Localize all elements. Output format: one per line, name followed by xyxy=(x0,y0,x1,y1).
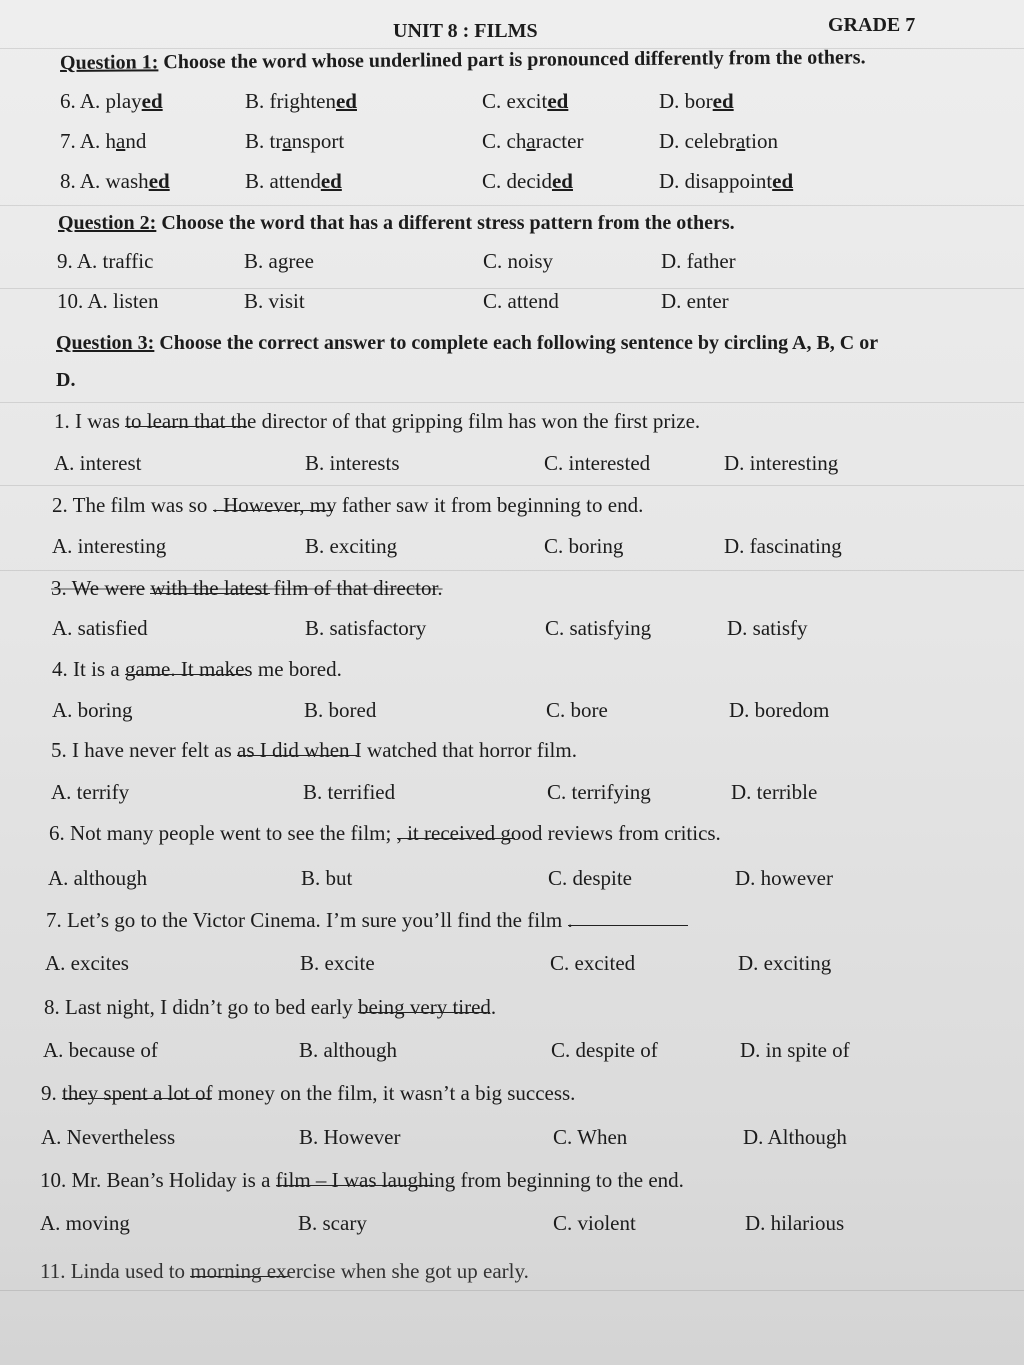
option-c[interactable]: C. violent xyxy=(553,1211,636,1235)
option-a[interactable]: 9. A. traffic xyxy=(57,249,154,273)
q3-item-3-stem: 3. We were with the latest film of that director. xyxy=(51,576,443,600)
q3-item-4-stem: 4. It is a game. It makes me bored. xyxy=(52,657,342,681)
option-d[interactable]: D. Although xyxy=(743,1125,847,1149)
ruled-line xyxy=(0,205,1024,206)
option-b[interactable]: B. excite xyxy=(300,951,375,975)
option-c[interactable]: C. despite of xyxy=(551,1038,658,1062)
option-b[interactable]: B. but xyxy=(301,866,353,890)
q3-item-10-stem: 10. Mr. Bean’s Holiday is a film – I was laughing from beginning to the end. xyxy=(40,1168,684,1192)
option-b[interactable]: B. visit xyxy=(244,289,305,313)
option-d[interactable]: D. father xyxy=(661,249,736,273)
ruled-line xyxy=(0,485,1024,486)
answer-blank[interactable] xyxy=(190,1258,288,1277)
answer-blank[interactable] xyxy=(62,1080,212,1099)
ruled-line xyxy=(0,570,1024,571)
answer-blank[interactable] xyxy=(397,820,515,839)
option-b[interactable]: B. However xyxy=(299,1125,401,1149)
option-c[interactable]: C. excited xyxy=(482,89,569,113)
option-d[interactable]: D. exciting xyxy=(738,951,832,975)
option-a[interactable]: A. moving xyxy=(40,1211,130,1235)
option-a[interactable]: 10. A. listen xyxy=(57,289,159,313)
option-b[interactable]: B. satisfactory xyxy=(305,616,427,640)
option-a[interactable]: A. boring xyxy=(52,698,133,722)
question-2-heading xyxy=(58,210,735,236)
option-c[interactable]: C. noisy xyxy=(483,249,554,273)
option-b[interactable]: B. interests xyxy=(305,451,400,475)
option-a[interactable]: 8. A. washed xyxy=(60,169,170,193)
option-a[interactable]: 7. A. hand xyxy=(60,129,147,153)
option-c[interactable]: C. despite xyxy=(548,866,632,890)
option-c[interactable]: C. decided xyxy=(482,169,573,193)
question-1-instruction: Choose the word whose underlined part is pronounced differently from the others. xyxy=(163,46,866,74)
q3-item-6-stem: 6. Not many people went to see the film; , it received good reviews from critics. xyxy=(49,821,721,845)
question-3-instruction-cont: D. xyxy=(56,369,76,391)
option-b[interactable]: B. terrified xyxy=(303,780,396,804)
answer-blank[interactable] xyxy=(358,994,490,1013)
grade-label: GRADE 7 xyxy=(828,14,916,36)
q3-item-8-stem: 8. Last night, I didn’t go to bed early being very tired. xyxy=(44,995,497,1019)
q3-item-5-stem: 5. I have never felt as as I did when I watched that horror film. xyxy=(51,738,577,762)
option-a[interactable]: A. Nevertheless xyxy=(41,1125,176,1149)
option-a[interactable]: A. terrify xyxy=(51,780,130,804)
answer-blank[interactable] xyxy=(237,737,357,756)
ruled-line xyxy=(0,1290,1024,1291)
answer-blank[interactable] xyxy=(213,492,333,511)
option-b[interactable]: B. exciting xyxy=(305,534,398,558)
option-d[interactable]: D. enter xyxy=(661,289,729,313)
option-c[interactable]: C. excited xyxy=(550,951,636,975)
answer-blank[interactable] xyxy=(276,1167,434,1186)
answer-blank[interactable] xyxy=(125,656,247,675)
option-a[interactable]: A. because of xyxy=(43,1038,158,1062)
answer-blank[interactable] xyxy=(150,575,270,594)
unit-title: UNIT 8 : FILMS xyxy=(393,20,538,42)
answer-blank[interactable] xyxy=(568,907,688,926)
question-1-heading xyxy=(60,44,866,76)
option-c[interactable]: C. character xyxy=(482,129,584,153)
option-d[interactable]: D. satisfy xyxy=(727,616,808,640)
q3-item-9-stem: 9. they spent a lot of money on the film, it wasn’t a big success. xyxy=(41,1081,576,1105)
option-d[interactable]: D. bored xyxy=(659,89,734,113)
question-3-heading xyxy=(56,330,1024,356)
option-c[interactable]: C. satisfying xyxy=(545,616,652,640)
option-c[interactable]: C. terrifying xyxy=(547,780,651,804)
option-c[interactable]: C. interested xyxy=(544,451,651,475)
question-2-instruction: Choose the word that has a different stress pattern from the others. xyxy=(161,212,735,234)
option-b[interactable]: B. attended xyxy=(245,169,342,193)
q3-item-2-stem: 2. The film was so . However, my father saw it from beginning to end. xyxy=(52,493,644,517)
q3-item-7-stem: 7. Let’s go to the Victor Cinema. I’m sure you’ll find the film . xyxy=(46,907,573,933)
option-b[interactable]: B. agree xyxy=(244,249,314,273)
option-a[interactable]: A. interesting xyxy=(52,534,167,558)
ruled-line xyxy=(0,402,1024,403)
question-2-label: Question 2: xyxy=(58,212,157,234)
option-b[interactable]: B. although xyxy=(299,1038,397,1062)
option-c[interactable]: C. bore xyxy=(546,698,608,722)
question-3-label: Question 3: xyxy=(56,332,155,354)
answer-blank[interactable] xyxy=(125,408,247,427)
option-d[interactable]: D. hilarious xyxy=(745,1211,845,1235)
option-a[interactable]: A. satisfied xyxy=(52,616,148,640)
option-d[interactable]: D. in spite of xyxy=(740,1038,850,1062)
option-d[interactable]: D. interesting xyxy=(724,451,839,475)
option-b[interactable]: B. scary xyxy=(298,1211,367,1235)
question-3-instruction: Choose the correct answer to complete each following sentence by circling A, B, C or xyxy=(159,332,879,354)
option-d[interactable]: D. however xyxy=(735,866,833,890)
option-b[interactable]: B. transport xyxy=(245,129,345,153)
option-a[interactable]: 6. A. played xyxy=(60,89,163,113)
option-b[interactable]: B. frightened xyxy=(245,89,357,113)
option-d[interactable]: D. celebration xyxy=(659,129,778,153)
option-b[interactable]: B. bored xyxy=(304,698,377,722)
option-c[interactable]: C. When xyxy=(553,1125,628,1149)
option-d[interactable]: D. boredom xyxy=(729,698,830,722)
option-a[interactable]: A. excites xyxy=(45,951,129,975)
option-c[interactable]: C. boring xyxy=(544,534,624,558)
q3-item-1-stem: 1. I was to learn that the director of that gripping film has won the first prize. xyxy=(54,409,701,433)
question-1-label: Question 1: xyxy=(59,51,159,74)
q3-item-11-stem: 11. Linda used to morning exercise when she got up early. xyxy=(40,1259,529,1283)
option-a[interactable]: A. although xyxy=(48,866,148,890)
option-d[interactable]: D. fascinating xyxy=(724,534,842,558)
option-d[interactable]: D. disappointed xyxy=(659,169,794,193)
option-a[interactable]: A. interest xyxy=(54,451,142,475)
option-c[interactable]: C. attend xyxy=(483,289,559,313)
option-d[interactable]: D. terrible xyxy=(731,780,818,804)
